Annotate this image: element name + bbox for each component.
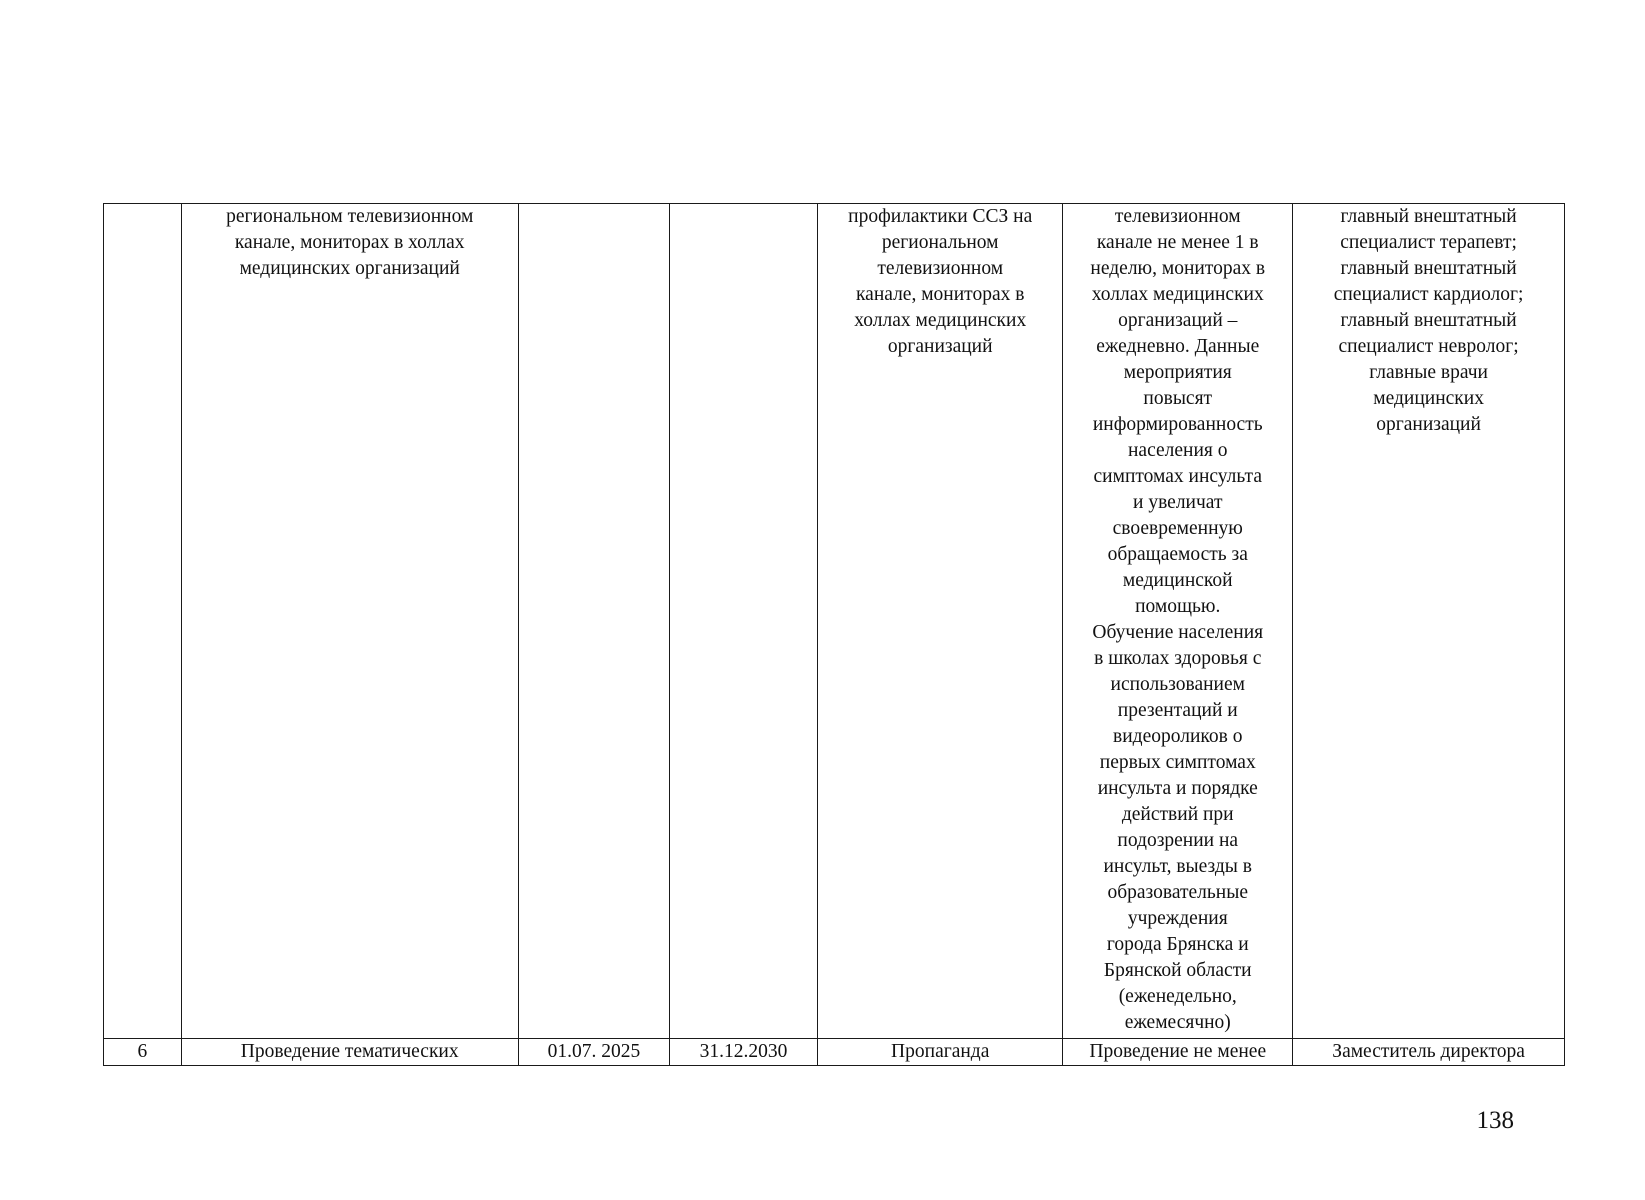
cell-number xyxy=(104,204,182,1039)
cell-end-date xyxy=(669,204,817,1039)
cell-start-date xyxy=(518,204,669,1039)
cell-measure-name: Проведение тематических xyxy=(181,1039,518,1066)
cell-result: Проведение не менее xyxy=(1063,1039,1293,1066)
cell-measure-name: региональном телевизионном канале, мониторах в холлах медицинских организаций xyxy=(181,204,518,1039)
cell-description: профилактики ССЗ на региональном телевизионном канале, мониторах в холлах медицинских организаций xyxy=(818,204,1063,1039)
table-row-continuation xyxy=(104,204,1565,1039)
page-number: 138 xyxy=(1476,1107,1514,1134)
cell-responsible: главный внештатный специалист терапевт; главный внештатный специалист кардиолог; главный внештатный специалист невролог; главные врачи медицинских организаций xyxy=(1293,204,1565,1039)
table-row-6 xyxy=(104,1039,1565,1066)
measures-table xyxy=(103,203,1565,1066)
cell-end-date: 31.12.2030 xyxy=(669,1039,817,1066)
cell-description: Пропаганда xyxy=(818,1039,1063,1066)
cell-result: телевизионном канале не менее 1 в неделю, мониторах в холлах медицинских организаций – ежедневно. Данные мероприятия повысят информированность населения о симптомах инсульта и увеличат своевременную обращаемость за медицинской помощью. Обучение населения в школах здоровья с использованием презентаций и видеороликов о первых симптомах инсульта и порядке действий при подозрении на инсульт, выезды в образовательные учреждения города Брянска и Брянской области (еженедельно, ежемесячно) xyxy=(1063,204,1293,1039)
cell-responsible: Заместитель директора xyxy=(1293,1039,1565,1066)
cell-start-date: 01.07. 2025 xyxy=(518,1039,669,1066)
cell-number: 6 xyxy=(104,1039,182,1066)
